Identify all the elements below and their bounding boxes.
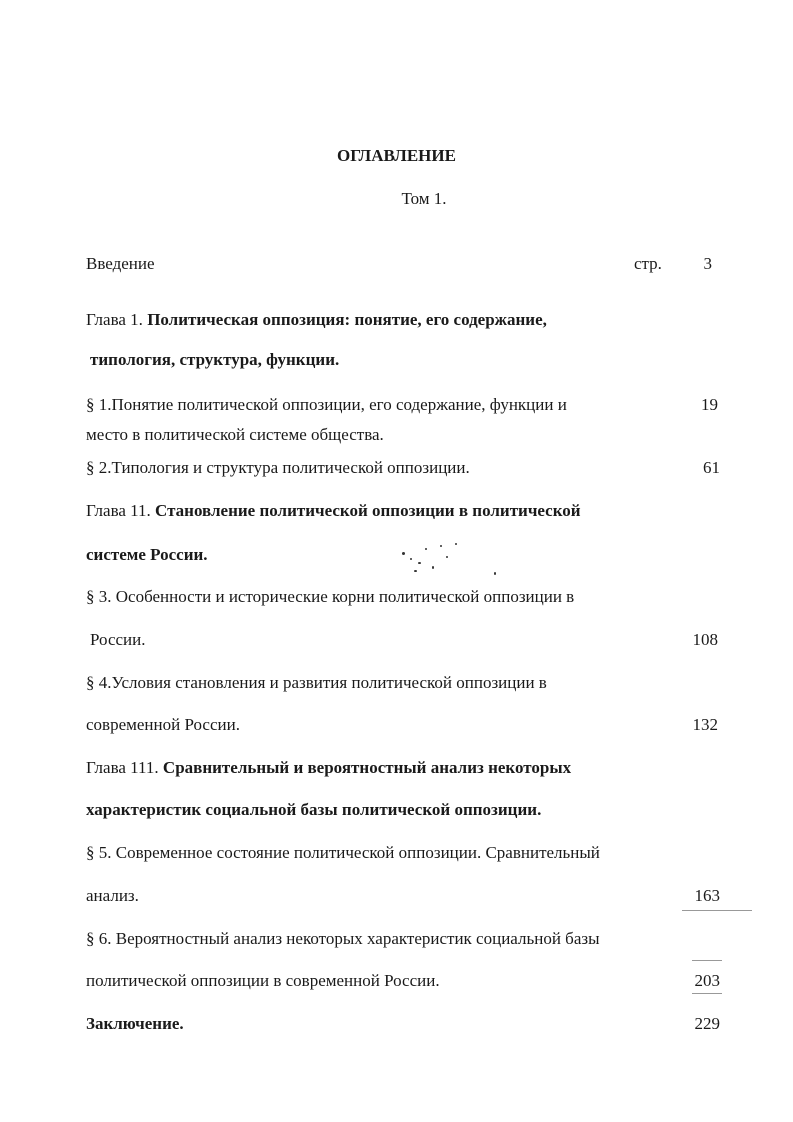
conclusion-label: Заключение. [86, 1014, 184, 1033]
chapter-1-prefix: Глава 1. [86, 310, 148, 329]
section-1-title: § 1.Понятие политической оппозиции, его содержание, функции и [86, 395, 567, 414]
chapter-1-title-cont: типология, структура, функции. [90, 350, 340, 369]
scan-mark-2 [692, 960, 722, 961]
toc-title: ОГЛАВЛЕНИЕ [337, 146, 456, 165]
chapter-2-title-cont: системе России. [86, 545, 208, 564]
section-6-title-cont: политической оппозиции в современной России. [86, 971, 440, 990]
scan-mark-1 [682, 910, 752, 911]
conclusion-page: 229 [694, 1014, 720, 1033]
section-2-page: 61 [703, 458, 720, 477]
chapter-2-prefix: Глава 11. [86, 501, 156, 520]
section-5-title-cont: анализ. [86, 886, 139, 905]
scan-mark-3 [692, 993, 722, 994]
section-5-title: § 5. Современное состояние политической оппозиции. Сравнительный [86, 843, 600, 862]
chapter-2-heading [86, 501, 581, 521]
section-6-title: § 6. Вероятностный анализ некоторых характеристик социальной базы [86, 929, 600, 948]
section-4-title: § 4.Условия становления и развития политической оппозиции в [86, 673, 547, 692]
chapter-3-heading [86, 758, 571, 778]
section-3-title-cont: России. [90, 630, 146, 649]
section-3-page: 108 [692, 630, 718, 649]
section-6-page: 203 [694, 971, 720, 990]
section-4-page: 132 [692, 715, 718, 734]
chapter-2-title: Становление политической оппозиции в политической [155, 501, 581, 520]
chapter-3-prefix: Глава 111. [86, 758, 163, 777]
chapter-3-title-cont: характеристик социальной базы политической оппозиции. [86, 800, 542, 819]
section-1-title-cont: место в политической системе общества. [86, 425, 384, 444]
chapter-1-title: Политическая оппозиция: понятие, его содержание, [147, 310, 547, 329]
chapter-3-title: Сравнительный и вероятностный анализ некоторых [162, 758, 572, 777]
chapter-1-heading [86, 310, 547, 330]
section-4-title-cont: современной России. [86, 715, 240, 734]
section-5-page: 163 [694, 886, 720, 905]
section-1-page: 19 [701, 395, 718, 414]
intro-label: Введение [86, 254, 155, 273]
intro-page-number: 3 [703, 254, 712, 273]
intro-page-prefix: стр. [634, 254, 662, 273]
section-3-title: § 3. Особенности и исторические корни политической оппозиции в [86, 587, 575, 606]
volume-label: Том 1. [401, 189, 447, 208]
section-2-title: § 2.Типология и структура политической оппозиции. [86, 458, 470, 477]
